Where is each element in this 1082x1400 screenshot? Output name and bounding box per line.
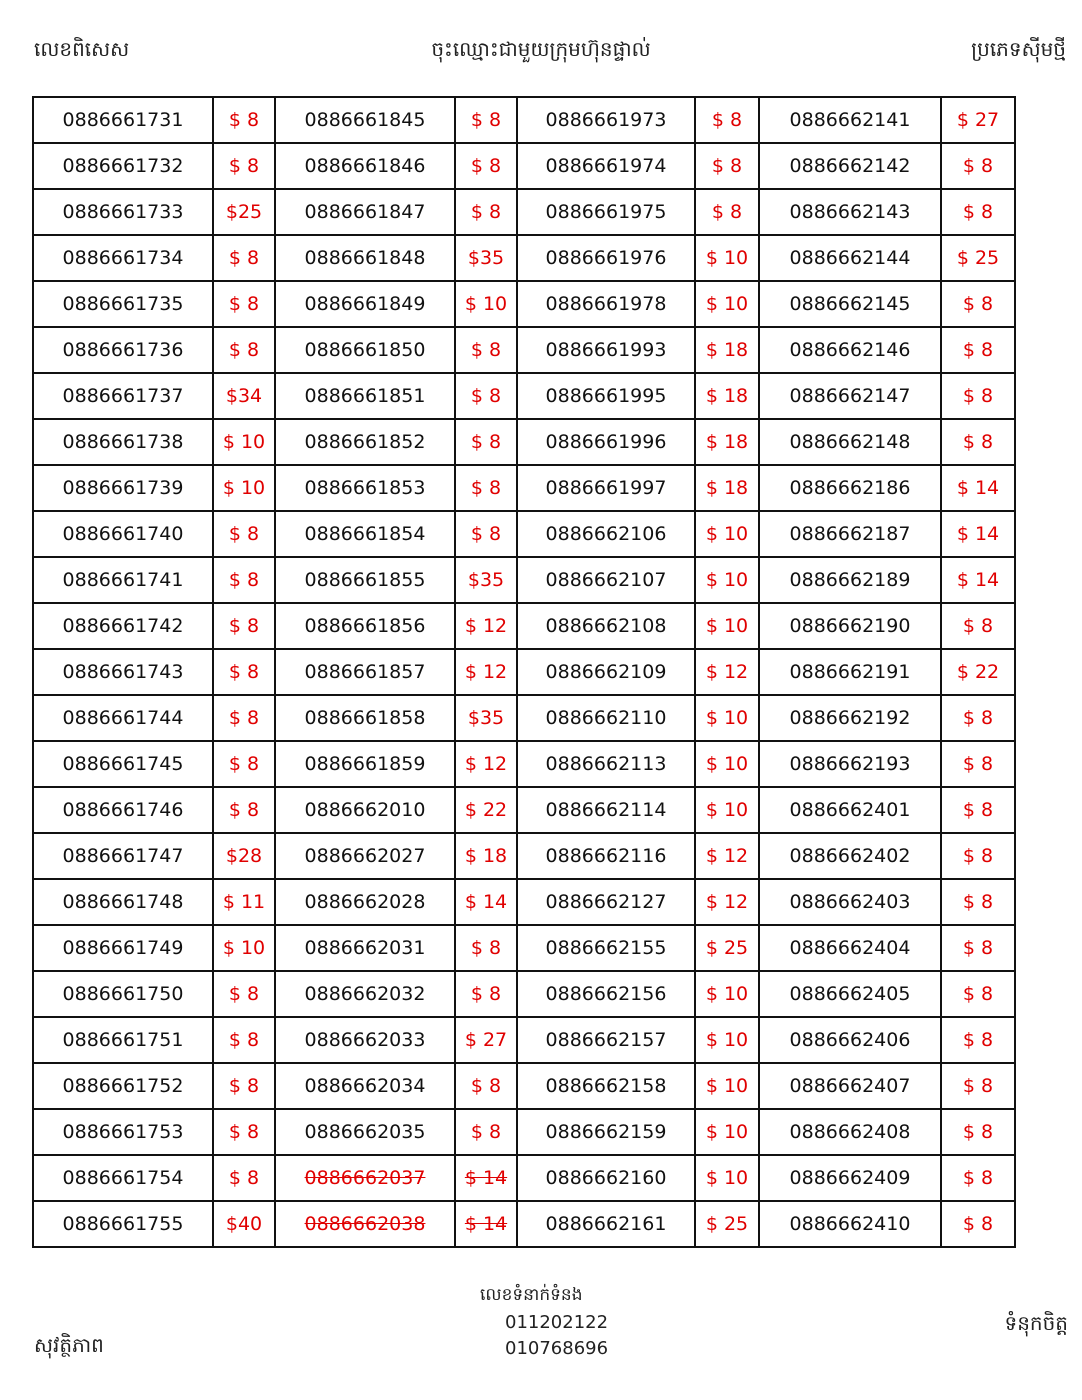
phone-number-cell: 0886662037: [275, 1155, 455, 1201]
price-cell: $ 25: [941, 235, 1015, 281]
phone-number-cell: 0886661744: [33, 695, 213, 741]
phone-number-cell: 0886662402: [759, 833, 941, 879]
contact-phone-2: 010768696: [505, 1338, 609, 1359]
phone-number-cell: 0886662161: [517, 1201, 695, 1247]
price-cell: $ 12: [455, 741, 517, 787]
price-cell: $ 25: [695, 1201, 759, 1247]
phone-number-cell: 0886661732: [33, 143, 213, 189]
phone-number-cell: 0886661849: [275, 281, 455, 327]
table-row: [33, 879, 1015, 925]
phone-number-cell: 0886661855: [275, 557, 455, 603]
phone-number-cell: 0886661742: [33, 603, 213, 649]
price-cell: $ 8: [941, 879, 1015, 925]
phone-number-cell: 0886662192: [759, 695, 941, 741]
phone-number-cell: 0886661853: [275, 465, 455, 511]
price-cell: $ 18: [695, 419, 759, 465]
price-cell: $ 8: [455, 327, 517, 373]
price-cell: $ 22: [941, 649, 1015, 695]
price-cell: $35: [455, 235, 517, 281]
phone-number-cell: 0886662406: [759, 1017, 941, 1063]
phone-number-cell: 0886661857: [275, 649, 455, 695]
table-row: [33, 97, 1015, 143]
price-cell: $ 8: [455, 925, 517, 971]
phone-number-cell: 0886661740: [33, 511, 213, 557]
phone-number-cell: 0886661751: [33, 1017, 213, 1063]
table-row: [33, 143, 1015, 189]
phone-number-cell: 0886661997: [517, 465, 695, 511]
price-cell: $ 10: [213, 419, 275, 465]
footer-right-label: ទំនុកចិត្ត: [1004, 1311, 1068, 1335]
price-cell: $ 8: [455, 971, 517, 1017]
price-cell: $28: [213, 833, 275, 879]
price-cell: $ 10: [455, 281, 517, 327]
price-cell: $ 8: [213, 787, 275, 833]
price-cell: $ 10: [695, 741, 759, 787]
phone-number-cell: 0886661746: [33, 787, 213, 833]
table-row: [33, 373, 1015, 419]
price-cell: $ 8: [213, 603, 275, 649]
table-row: [33, 511, 1015, 557]
phone-number-cell: 0886662158: [517, 1063, 695, 1109]
phone-number-cell: 0886662034: [275, 1063, 455, 1109]
phone-number-cell: 0886662144: [759, 235, 941, 281]
phone-number-cell: 0886661745: [33, 741, 213, 787]
phone-number-cell: 0886662109: [517, 649, 695, 695]
table-row: [33, 281, 1015, 327]
price-cell: $ 8: [695, 189, 759, 235]
phone-number-cell: 0886661976: [517, 235, 695, 281]
price-cell: $ 8: [941, 1201, 1015, 1247]
price-cell: $ 8: [941, 833, 1015, 879]
price-cell: $ 8: [213, 327, 275, 373]
table-row: [33, 833, 1015, 879]
phone-number-cell: 0886662405: [759, 971, 941, 1017]
phone-number-cell: 0886661741: [33, 557, 213, 603]
table-row: [33, 695, 1015, 741]
phone-number-cell: 0886662160: [517, 1155, 695, 1201]
phone-number-cell: 0886661850: [275, 327, 455, 373]
phone-number-cell: 0886661978: [517, 281, 695, 327]
phone-number-cell: 0886662155: [517, 925, 695, 971]
price-cell: $ 10: [695, 1063, 759, 1109]
price-cell: $ 8: [941, 1017, 1015, 1063]
phone-number-cell: 0886662187: [759, 511, 941, 557]
price-cell: $ 8: [941, 971, 1015, 1017]
price-cell: $ 8: [213, 1017, 275, 1063]
phone-number-cell: 0886661733: [33, 189, 213, 235]
price-cell: $ 8: [941, 925, 1015, 971]
phone-number-cell: 0886662401: [759, 787, 941, 833]
phone-number-cell: 0886662186: [759, 465, 941, 511]
phone-number-cell: 0886662010: [275, 787, 455, 833]
price-cell: $ 8: [455, 465, 517, 511]
price-cell: $ 10: [695, 603, 759, 649]
table-row: [33, 235, 1015, 281]
price-cell: $ 8: [455, 511, 517, 557]
price-cell: $ 22: [455, 787, 517, 833]
price-cell: $ 8: [941, 1155, 1015, 1201]
price-cell: $ 8: [213, 143, 275, 189]
phone-number-cell: 0886662114: [517, 787, 695, 833]
price-cell: $ 8: [941, 695, 1015, 741]
price-cell: $35: [455, 557, 517, 603]
phone-number-cell: 0886661736: [33, 327, 213, 373]
price-cell: $ 12: [455, 649, 517, 695]
phone-number-cell: 0886662107: [517, 557, 695, 603]
contact-phone-1: 011202122: [505, 1312, 609, 1333]
price-cell: $ 8: [941, 1109, 1015, 1155]
price-cell: $ 8: [941, 1063, 1015, 1109]
phone-number-cell: 0886662409: [759, 1155, 941, 1201]
phone-number-cell: 0886661858: [275, 695, 455, 741]
phone-number-cell: 0886661750: [33, 971, 213, 1017]
price-cell: $ 10: [695, 511, 759, 557]
price-cell: $ 10: [695, 971, 759, 1017]
phone-number-cell: 0886661973: [517, 97, 695, 143]
phone-number-cell: 0886661734: [33, 235, 213, 281]
phone-number-cell: 0886662110: [517, 695, 695, 741]
phone-number-cell: 0886661854: [275, 511, 455, 557]
table-row: [33, 327, 1015, 373]
header-left-label: លេខពិសេស: [34, 37, 130, 61]
phone-number-cell: 0886661993: [517, 327, 695, 373]
price-cell: $ 8: [213, 741, 275, 787]
phone-number-cell: 0886661748: [33, 879, 213, 925]
phone-number-cell: 0886661845: [275, 97, 455, 143]
phone-number-cell: 0886661747: [33, 833, 213, 879]
phone-number-cell: 0886662408: [759, 1109, 941, 1155]
price-cell: $ 12: [455, 603, 517, 649]
phone-number-cell: 0886662116: [517, 833, 695, 879]
phone-number-cell: 0886662157: [517, 1017, 695, 1063]
price-cell: $ 8: [213, 281, 275, 327]
header-right-label: ប្រភេទស៊ីមថ្មី: [971, 37, 1066, 61]
price-cell: $ 10: [213, 465, 275, 511]
phone-number-cell: 0886662143: [759, 189, 941, 235]
price-cell: $ 10: [695, 1155, 759, 1201]
table-row: [33, 925, 1015, 971]
table-row: [33, 1109, 1015, 1155]
table-row: [33, 189, 1015, 235]
price-cell: $ 18: [455, 833, 517, 879]
price-cell: $ 8: [213, 1155, 275, 1201]
price-cell: $ 8: [455, 97, 517, 143]
price-cell: $ 10: [695, 557, 759, 603]
price-cell: $ 10: [695, 1109, 759, 1155]
price-cell: $ 10: [695, 281, 759, 327]
price-cell: $ 8: [213, 511, 275, 557]
phone-number-cell: 0886661852: [275, 419, 455, 465]
phone-number-cell: 0886662156: [517, 971, 695, 1017]
price-cell: $ 8: [941, 419, 1015, 465]
phone-number-cell: 0886662033: [275, 1017, 455, 1063]
price-cell: $ 8: [941, 741, 1015, 787]
price-cell: $ 8: [213, 971, 275, 1017]
phone-number-cell: 0886661846: [275, 143, 455, 189]
price-cell: $ 14: [455, 1201, 517, 1247]
price-cell: $ 25: [695, 925, 759, 971]
table-row: [33, 419, 1015, 465]
price-cell: $40: [213, 1201, 275, 1247]
price-cell: $ 8: [213, 649, 275, 695]
phone-number-cell: 0886661754: [33, 1155, 213, 1201]
price-cell: $ 8: [455, 1063, 517, 1109]
price-cell: $ 10: [695, 695, 759, 741]
phone-number-cell: 0886661996: [517, 419, 695, 465]
phone-number-cell: 0886662410: [759, 1201, 941, 1247]
price-cell: $25: [213, 189, 275, 235]
footer-left-label: សុវត្ថិភាព: [34, 1333, 104, 1357]
price-cell: $ 14: [941, 465, 1015, 511]
table-row: [33, 465, 1015, 511]
phone-number-cell: 0886662193: [759, 741, 941, 787]
phone-number-cell: 0886661738: [33, 419, 213, 465]
phone-number-cell: 0886661995: [517, 373, 695, 419]
price-cell: $ 18: [695, 327, 759, 373]
phone-number-cell: 0886662108: [517, 603, 695, 649]
phone-number-cell: 0886662191: [759, 649, 941, 695]
price-cell: $34: [213, 373, 275, 419]
header-center-label: ចុះឈ្មោះជាមួយក្រុមហ៊ុនផ្ទាល់: [431, 37, 651, 61]
price-cell: $ 14: [455, 1155, 517, 1201]
price-cell: $ 11: [213, 879, 275, 925]
price-cell: $ 27: [941, 97, 1015, 143]
price-cell: $35: [455, 695, 517, 741]
price-cell: $ 14: [941, 557, 1015, 603]
phone-number-cell: 0886662159: [517, 1109, 695, 1155]
price-cell: $ 10: [213, 925, 275, 971]
contact-label: លេខទំនាក់ទំនង: [480, 1285, 583, 1305]
phone-number-cell: 0886662032: [275, 971, 455, 1017]
phone-number-cell: 0886661848: [275, 235, 455, 281]
price-cell: $ 8: [695, 97, 759, 143]
phone-number-cell: 0886661847: [275, 189, 455, 235]
phone-number-cell: 0886662035: [275, 1109, 455, 1155]
price-cell: $ 14: [941, 511, 1015, 557]
phone-number-cell: 0886662148: [759, 419, 941, 465]
phone-number-cell: 0886662147: [759, 373, 941, 419]
price-cell: $ 8: [455, 189, 517, 235]
phone-number-cell: 0886662141: [759, 97, 941, 143]
price-cell: $ 8: [455, 143, 517, 189]
phone-number-cell: 0886661739: [33, 465, 213, 511]
table-row: [33, 603, 1015, 649]
phone-number-cell: 0886661737: [33, 373, 213, 419]
phone-number-cell: 0886662106: [517, 511, 695, 557]
table-row: [33, 1063, 1015, 1109]
price-cell: $ 8: [213, 1109, 275, 1155]
price-cell: $ 8: [213, 97, 275, 143]
price-cell: $ 14: [455, 879, 517, 925]
price-cell: $ 8: [455, 1109, 517, 1155]
phone-number-cell: 0886662407: [759, 1063, 941, 1109]
phone-number-cell: 0886662027: [275, 833, 455, 879]
price-cell: $ 8: [941, 787, 1015, 833]
price-cell: $ 8: [941, 143, 1015, 189]
price-cell: $ 10: [695, 235, 759, 281]
price-cell: $ 27: [455, 1017, 517, 1063]
price-cell: $ 12: [695, 879, 759, 925]
price-cell: $ 8: [941, 603, 1015, 649]
price-cell: $ 8: [213, 1063, 275, 1109]
price-cell: $ 8: [213, 235, 275, 281]
price-cell: $ 10: [695, 1017, 759, 1063]
price-cell: $ 8: [455, 419, 517, 465]
table-row: [33, 1155, 1015, 1201]
phone-number-cell: 0886662028: [275, 879, 455, 925]
price-cell: $ 10: [695, 787, 759, 833]
phone-number-cell: 0886661975: [517, 189, 695, 235]
phone-number-cell: 0886662038: [275, 1201, 455, 1247]
price-cell: $ 12: [695, 649, 759, 695]
table-row: [33, 971, 1015, 1017]
phone-number-cell: 0886661749: [33, 925, 213, 971]
phone-number-cell: 0886662142: [759, 143, 941, 189]
table-row: [33, 649, 1015, 695]
price-table: [32, 96, 1016, 1248]
phone-number-cell: 0886662113: [517, 741, 695, 787]
price-cell: $ 8: [695, 143, 759, 189]
table-row: [33, 1017, 1015, 1063]
table-row: [33, 787, 1015, 833]
phone-number-cell: 0886661731: [33, 97, 213, 143]
phone-number-cell: 0886662189: [759, 557, 941, 603]
phone-number-cell: 0886661752: [33, 1063, 213, 1109]
phone-number-cell: 0886662127: [517, 879, 695, 925]
phone-number-cell: 0886661755: [33, 1201, 213, 1247]
phone-number-cell: 0886661856: [275, 603, 455, 649]
price-cell: $ 8: [455, 373, 517, 419]
phone-number-cell: 0886661851: [275, 373, 455, 419]
price-cell: $ 18: [695, 373, 759, 419]
phone-number-cell: 0886662146: [759, 327, 941, 373]
price-cell: $ 8: [941, 281, 1015, 327]
phone-number-cell: 0886661859: [275, 741, 455, 787]
table-row: [33, 1201, 1015, 1247]
price-cell: $ 8: [213, 557, 275, 603]
phone-number-cell: 0886661974: [517, 143, 695, 189]
price-cell: $ 8: [941, 327, 1015, 373]
price-cell: $ 12: [695, 833, 759, 879]
price-cell: $ 8: [941, 373, 1015, 419]
phone-number-cell: 0886662403: [759, 879, 941, 925]
table-row: [33, 557, 1015, 603]
phone-number-cell: 0886661735: [33, 281, 213, 327]
price-cell: $ 18: [695, 465, 759, 511]
table-row: [33, 741, 1015, 787]
phone-number-cell: 0886662190: [759, 603, 941, 649]
phone-number-cell: 0886662145: [759, 281, 941, 327]
phone-number-cell: 0886661753: [33, 1109, 213, 1155]
price-cell: $ 8: [213, 695, 275, 741]
price-cell: $ 8: [941, 189, 1015, 235]
phone-number-cell: 0886662031: [275, 925, 455, 971]
phone-number-cell: 0886661743: [33, 649, 213, 695]
phone-number-cell: 0886662404: [759, 925, 941, 971]
